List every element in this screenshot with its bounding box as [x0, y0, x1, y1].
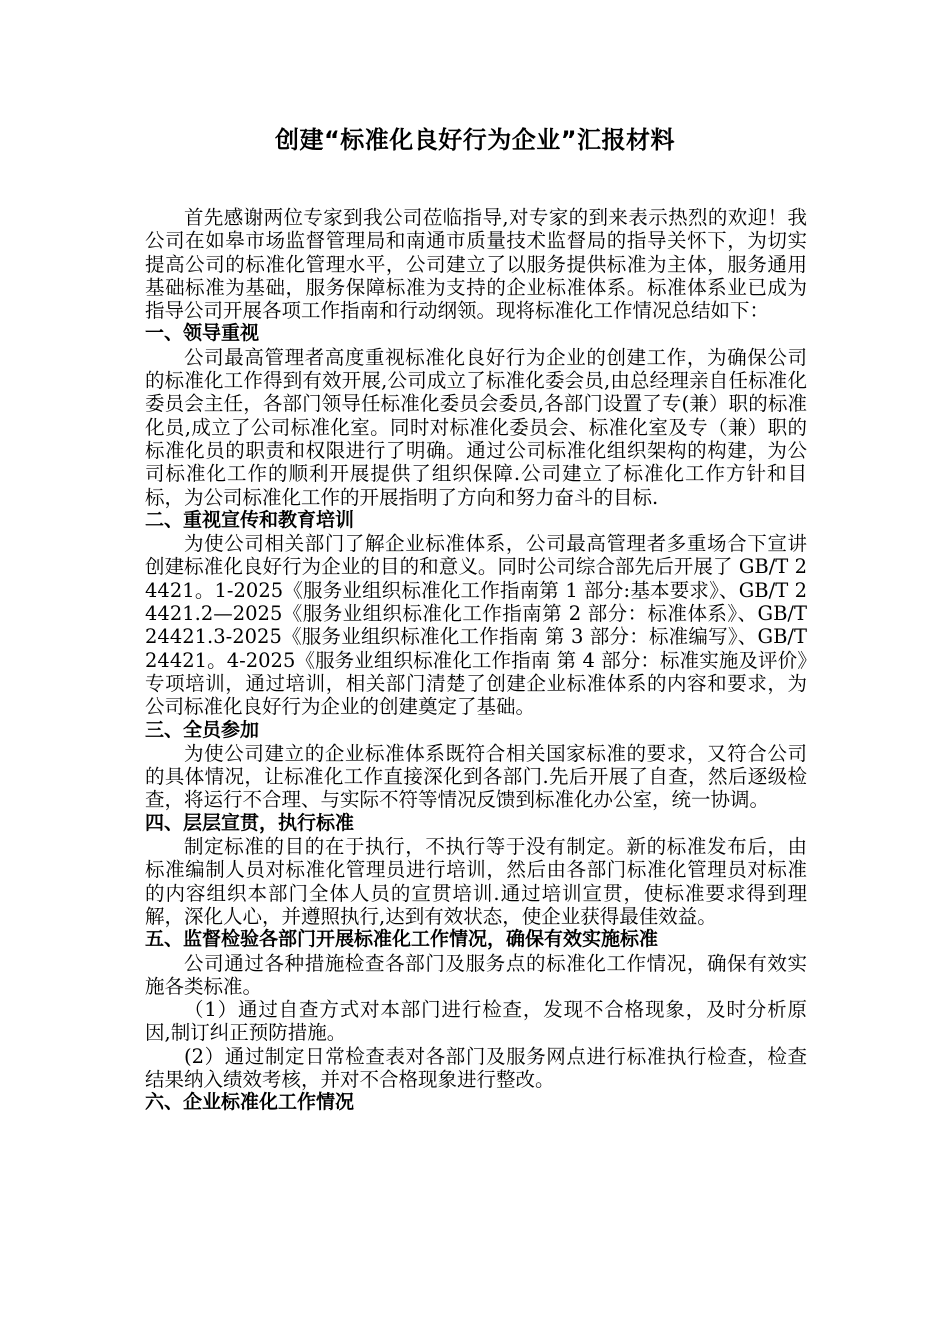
section-1-paragraph: 公司最高管理者高度重视标准化良好行为企业的创建工作，为确保公司的标准化工作得到有效开展,公司成立了标准化委会员,由总经理亲自任标准化委员会主任，各部门领导任标准化委员会委员,各部门设置了专(兼）职的标准化员,成立了公司标准化室。同时对标准化委员会、标准化室及专（兼）职的标准化员的职责和权限进行了明确。通过公司标准化组织架构的构建，为公司标准化工作的顺利开展提供了组织保障.公司建立了标准化工作方针和目标，为公司标准化工作的开展指明了方向和努力奋斗的目标.: [145, 345, 807, 509]
intro-paragraph: 首先感谢两位专家到我公司莅临指导,对专家的到来表示热烈的欢迎！我公司在如皋市场监督管理局和南通市质量技术监督局的指导关怀下，为切实提高公司的标准化管理水平，公司建立了以服务提供标准为主体，服务通用基础标准为基础，服务保障标准为支持的企业标准体系。标准体系业已成为指导公司开展各项工作指南和行动纲领。现将标准化工作情况总结如下：: [145, 206, 807, 323]
document-body: [145, 206, 807, 1115]
section-heading-2: 二、重视宣传和教育培训: [145, 508, 355, 531]
section-4-paragraph: 制定标准的目的在于执行，不执行等于没有制定。新的标准发布后，由标准编制人员对标准化管理员进行培训，然后由各部门标准化管理员对标准的内容组织本部门全体人员的宣贯培训.通过培训宣贯，使标准要求得到理解，深化人心，并遵照执行,达到有效状态，使企业获得最佳效益。: [145, 835, 807, 928]
section-5-paragraph-1: 公司通过各种措施检查各部门及服务点的标准化工作情况，确保有效实施各类标准。: [145, 951, 807, 998]
section-5-paragraph-2: （1）通过自查方式对本部门进行检查，发现不合格现象，及时分析原因,制订纠正预防措施。: [145, 998, 807, 1045]
section-heading-5: 五、监督检验各部门开展标准化工作情况，确保有效实施标准: [145, 928, 659, 951]
section-3-paragraph: 为使公司建立的企业标准体系既符合相关国家标准的要求，又符合公司的具体情况，让标准化工作直接深化到各部门.先后开展了自查，然后逐级检查，将运行不合理、与实际不符等情况反馈到标准化办公室，统一协调。: [145, 741, 807, 812]
section-heading-1: 一、领导重视: [145, 322, 260, 345]
section-heading-6: 六、企业标准化工作情况: [145, 1091, 355, 1114]
section-2-paragraph: 为使公司相关部门了解企业标准体系，公司最高管理者多重场合下宣讲创建标准化良好行为企业的目的和意义。同时公司综合部先后开展了 GB/T 24421。1-2025《服务业组织标准化工作指南第 1 部分:基本要求》、GB/T 24421.2—2025《服务业组织标准化工作指南第 2 部分：标准体系》、GB/T 24421.3-2025《服务业组织标准化工作指南 第 3 部分：标准编写》、GB/T 24421。4-2025《服务业组织标准化工作指南 第 4 部分：标准实施及评价》专项培训，通过培训，相关部门清楚了创建企业标准体系的内容和要求，为公司标准化良好行为企业的创建奠定了基础。: [145, 532, 807, 719]
section-5-paragraph-3: (2）通过制定日常检查表对各部门及服务网点进行标准执行检查，检查结果纳入绩效考核，并对不合格现象进行整改。: [145, 1044, 807, 1091]
section-heading-4: 四、层层宣贯，执行标准: [145, 811, 355, 834]
document-title: 创建“标准化良好行为企业”汇报材料: [274, 126, 676, 154]
section-heading-3: 三、全员参加: [145, 718, 260, 741]
